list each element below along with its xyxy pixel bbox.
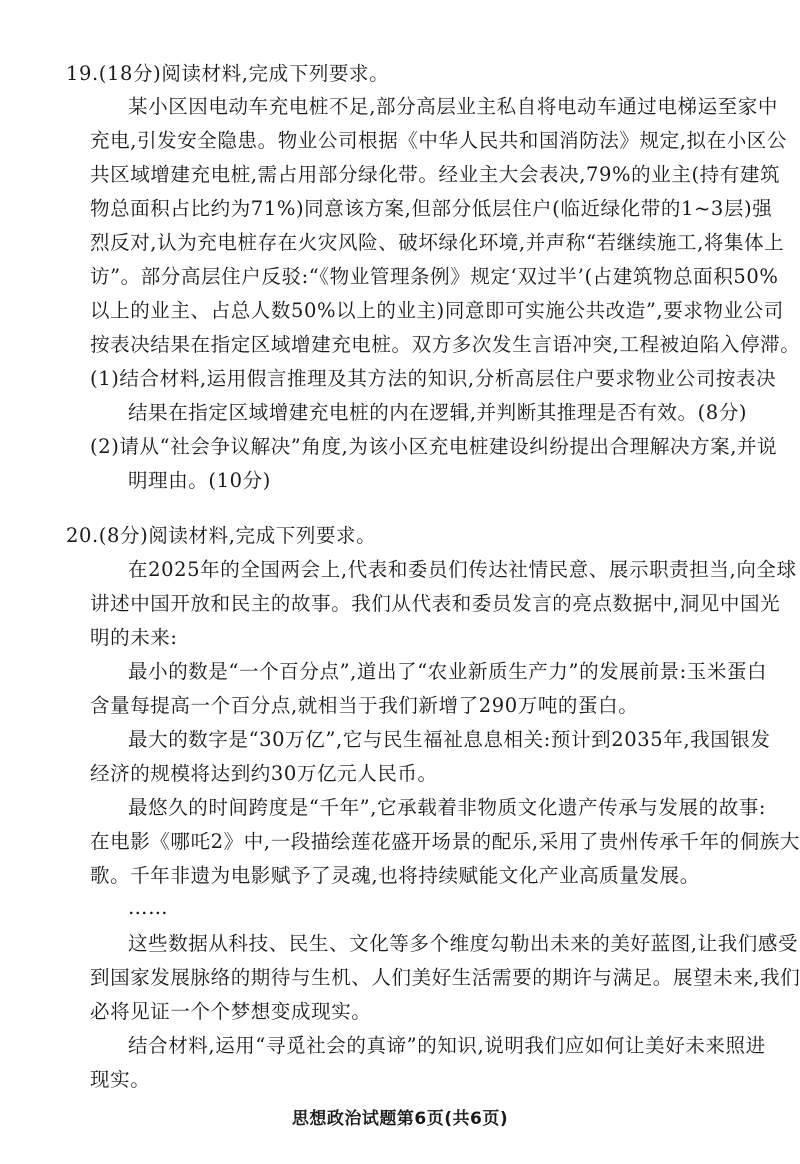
q20-largest-line: 最大的数字是“30万亿”,它与民生福祉息息相关:预计到2035年,我国银发 [128,728,771,751]
q19-subquestion-2-cont: 明理由。(10分) [128,469,271,492]
q20-intro-line: 明的未来: [90,626,178,649]
q19-material-line: 充电,引发安全隐患。物业公司根据《中华人民共和国消防法》规定,拟在小区公 [90,129,787,152]
q20-smallest-line: 最小的数是“一个百分点”,道出了“农业新质生产力”的发展前景:玉米蛋白 [128,660,768,683]
q19-material-line: 访”。部分高层住户反驳:“《物业管理条例》规定‘双过半’(占建筑物总面积50% [90,265,779,288]
q19-material-line: 物总面积占比约为71%)同意该方案,但部分低层住户(临近绿化带的1~3层)强 [90,197,773,220]
q20-summary-line: 到国家发展脉络的期待与生机、人们美好生活需要的期许与满足。展望未来,我们 [90,966,800,989]
q20-intro-line: 在2025年的全国两会上,代表和委员们传达社情民意、展示职责担当,向全球 [128,558,797,581]
q19-material-line: 某小区因电动车充电桩不足,部分高层业主私自将电动车通过电梯运至家中 [128,95,778,118]
q20-summary-line: 必将见证一个个梦想变成现实。 [90,1000,372,1023]
q20-longest-line: 在电影《哪吒2》中,一段描绘莲花盛开场景的配乐,采用了贵州传承千年的侗族大 [90,830,800,853]
q20-summary-line: 这些数据从科技、民生、文化等多个维度勾勒出未来的美好蓝图,让我们感受 [128,932,799,955]
q19-material-line: 以上的业主、占总人数50%以上的业主)同意即可实施公共改造”,要求物业公司 [90,299,784,322]
page-footer: 思想政治试题第6页(共6页) [291,1109,509,1129]
q20-heading: 20.(8分)阅读材料,完成下列要求。 [66,524,377,547]
q19-material-line: 共区域增建充电桩,需占用部分绿化带。经业主大会表决,79%的业主(持有建筑 [90,163,781,186]
q20-largest-line: 经济的规模将达到约30万亿元人民币。 [90,762,438,785]
q20-longest-line: 最悠久的时间跨度是“千年”,它承载着非物质文化遗产传承与发展的故事: [128,796,767,819]
q20-intro-line: 讲述中国开放和民主的故事。我们从代表和委员发言的亮点数据中,洞见中国光 [90,592,781,615]
q19-heading: 19.(18分)阅读材料,完成下列要求。 [66,62,390,85]
q19-subquestion-1-cont: 结果在指定区域增建充电桩的内在逻辑,并判断其推理是否有效。(8分) [128,401,748,424]
q19-material-line: 按表决结果在指定区域增建充电桩。双方多次发生言语冲突,工程被迫陷入停滞。 [90,333,800,356]
q20-longest-line: 歌。千年非遗为电影赋予了灵魂,也将持续赋能文化产业高质量发展。 [90,864,700,887]
q19-subquestion-2: (2)请从“社会争议解决”角度,为该小区充电桩建设纠纷提出合理解决方案,并说 [90,435,778,458]
q19-subquestion-1: (1)结合材料,运用假言推理及其方法的知识,分析高层住户要求物业公司按表决 [90,367,777,390]
q20-task-line: 结合材料,运用“寻觅社会的真谛”的知识,说明我们应如何让美好未来照进 [128,1034,766,1057]
q19-material-line: 烈反对,认为充电桩存在火灾风险、破坏绿化环境,并声称“若继续施工,将集体上 [90,231,785,254]
q20-ellipsis: …… [128,896,169,919]
q20-task-line-cont: 现实。 [90,1068,151,1091]
q20-smallest-line: 含量每提高一个百分点,就相当于我们新增了290万吨的蛋白。 [90,694,639,717]
